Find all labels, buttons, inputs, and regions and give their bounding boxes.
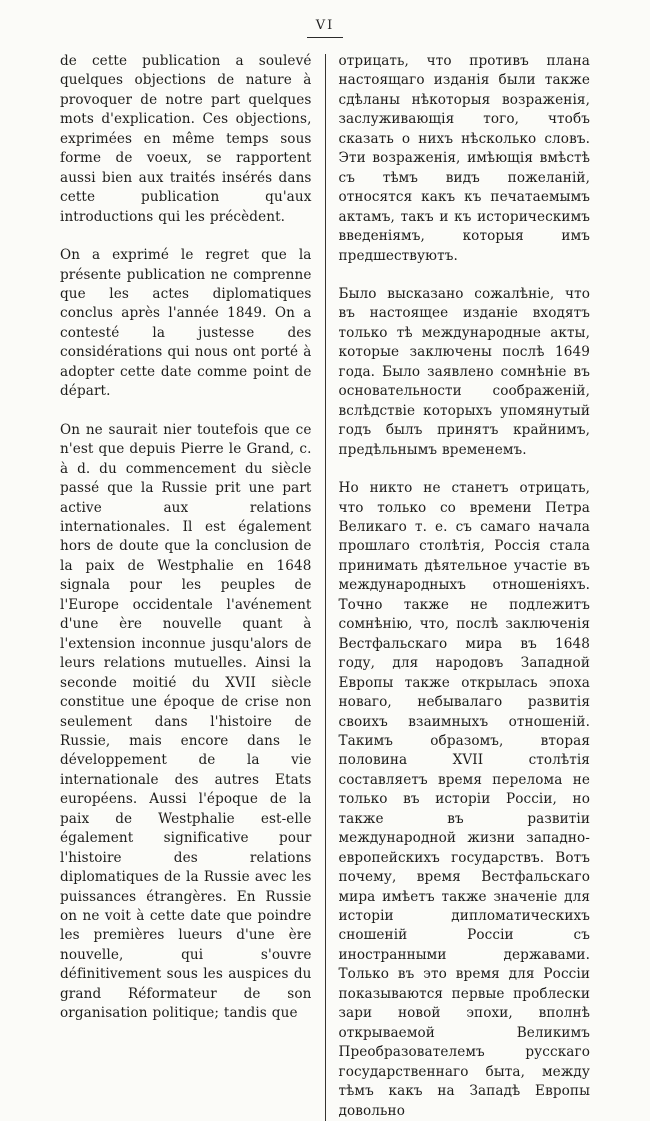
- russian-paragraph-2: Было высказано сожалѣніе, что въ настоящее изданіе входятъ только тѣ международные акты, которые заключены послѣ 1649 года. Было заявлено сомнѣніе въ основательности соображеній, вслѣдствіе которыхъ упомянутый годъ былъ принятъ крайнимъ, предѣльнымъ временемъ.: [338, 285, 590, 458]
- french-paragraph-2: On a exprimé le regret que la présente publication ne comprenne que les actes diplomatiques conclus après l'année 1849. On a contesté la justesse des considérations qui nous ont porté à adopter cette date comme point de départ.: [60, 247, 312, 400]
- page-number: VI: [315, 18, 335, 33]
- russian-paragraph-1: отрицать, что противъ плана настоящаго изданія были также сдѣланы нѣкоторыя возраженія, заслуживающія того, чтобъ сказать о нихъ нѣсколько словъ. Эти возраженія, имѣющія вмѣстѣ съ тѣмъ видъ пожеланій, относятся какъ къ печатаемымъ актамъ, такъ и къ историческимъ введеніямъ, которыя имъ предшествуютъ.: [338, 53, 590, 264]
- right-column-russian: [339, 52, 591, 1121]
- column-divider: [325, 54, 326, 1121]
- french-paragraph-3: On ne saurait nier toutefois que ce n'est que depuis Pierre le Grand, c. à d. du commencement du siècle passé que la Russie prit une part active aux relations internationales. Il est également hors de doute que la conclusion de la paix de Westphalie en 1648 signala pour les peuples de l'Europe occidentale l'avénement d'une ère nouvelle quant à l'extension inconnue jusqu'alors de leurs relations mutuelles. Ainsi la seconde moitié du XVII siècle constitue une époque de crise non seulement dans l'histoire de Russie, mais encore dans le développement de la vie internationale des autres Etats européens. Aussi l'époque de la paix de Westphalie est-elle également significative pour l'histoire des relations diplomatiques de la Russie avec les puissances étrangères. En Russie on ne voit à cette date que poindre les premières lueurs d'une ère nouvelle, qui s'ouvre définitivement sous les auspices du grand Réformateur de son organisation politique; tandis que: [60, 421, 312, 1022]
- russian-paragraph-3: Но никто не станетъ отрицать, что только со времени Петра Великаго т. е. съ самаго начала прошлаго столѣтія, Россія стала принимать дѣятельное участіе въ международныхъ отношеніяхъ. Точно также не подлежитъ сомнѣнію, что, послѣ заключенія Вестфальскаго мира въ 1648 году, для народовъ Западной Европы также открылась эпоха новаго, небывалаго развитія своихъ взаимныхъ отношеній. Такимъ образомъ, вторая половина XVII столѣтія составляетъ время перелома не только въ исторіи Россіи, но также въ развитіи международной жизни западно-европейскихъ государствъ. Вотъ почему, время Вестфальскаго мира имѣетъ также значеніе для исторіи дипломатическихъ сношеній Россіи съ иностранными державами. Только въ это время для Россіи показываются первые проблески зари новой эпохи, вполнѣ открываемой Великимъ Преобразователемъ русскаго государственнаго быта, между тѣмъ какъ на Западѣ Европы довольно: [338, 480, 590, 1119]
- page-header: [60, 14, 590, 38]
- two-column-text: [60, 52, 590, 1121]
- french-paragraph-1: de cette publication a soulevé quelques objections de nature à provoquer de notre part quelques mots d'explication. Ces objections, exprimées en même temps sous forme de voeux, se rapportent aussi bien aux traités insérés dans cette publication qu'aux introductions qui les précèdent.: [60, 53, 312, 225]
- header-rule: [307, 37, 343, 38]
- left-column-french: [60, 52, 312, 1121]
